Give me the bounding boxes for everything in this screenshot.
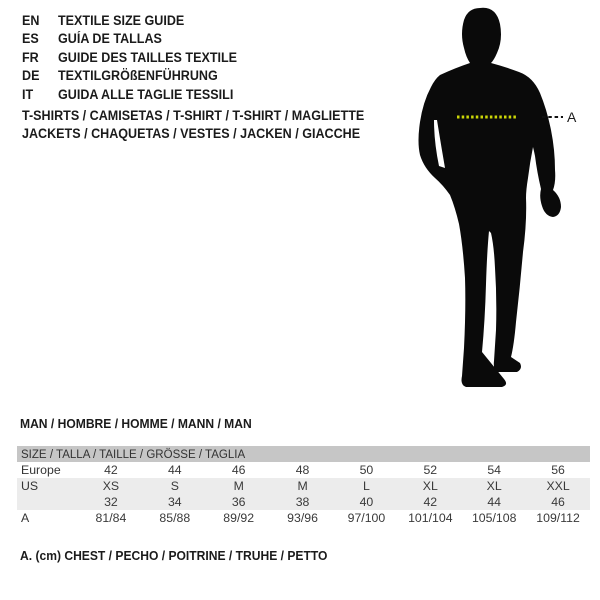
category-line-tshirts: T-SHIRTS / CAMISETAS / T-SHIRT / T-SHIRT / MAGLIETTE — [22, 108, 365, 123]
table-cell: 44 — [167, 463, 182, 477]
language-row-fr — [22, 49, 251, 67]
language-row-es — [22, 30, 251, 48]
table-cell: 105/108 — [471, 511, 517, 525]
table-row-us — [17, 478, 590, 494]
size-table-header — [17, 446, 590, 462]
language-code: IT — [22, 86, 34, 102]
table-cell: 54 — [487, 463, 502, 477]
table-cell: 101/104 — [408, 511, 453, 525]
language-list — [22, 12, 251, 104]
table-cell: M — [297, 479, 308, 493]
category-heading — [22, 107, 390, 142]
table-row-3 — [17, 494, 590, 510]
language-label: TEXTILGRÖßENFÜHRUNG — [58, 68, 218, 84]
table-cell: S — [170, 479, 179, 493]
row-label — [17, 494, 79, 510]
language-code: DE — [22, 68, 40, 84]
row-label: Europe — [21, 463, 61, 477]
table-cell: 93/96 — [287, 511, 318, 525]
table-cell: XXL — [546, 479, 570, 493]
table-row-europe — [17, 462, 590, 478]
table-cell: XL — [422, 479, 438, 493]
man-body-path — [419, 8, 562, 387]
table-cell: 42 — [104, 463, 118, 477]
table-cell: 89/92 — [223, 511, 255, 525]
language-label: GUIDE DES TAILLES TEXTILE — [58, 49, 238, 65]
table-cell: 36 — [231, 495, 246, 509]
language-row-it — [22, 86, 251, 104]
language-label: GUIDA ALLE TAGLIE TESSILI — [58, 86, 234, 102]
table-cell: XS — [102, 479, 120, 493]
category-line-jackets: JACKETS / CHAQUETAS / VESTES / JACKEN / GIACCHE — [22, 125, 361, 141]
table-cell: M — [233, 479, 244, 493]
table-cell: 97/100 — [347, 511, 386, 525]
measurement-footnote-text: A. (cm) CHEST / PECHO / POITRINE / TRUHE / PETTO — [20, 548, 328, 563]
table-cell: 48 — [295, 463, 310, 477]
measure-label-a: A — [567, 109, 577, 125]
man-silhouette — [410, 0, 600, 400]
language-row-de — [22, 67, 251, 85]
table-row-chest-a — [17, 510, 590, 526]
table-cell: 42 — [423, 495, 438, 509]
row-label: US — [21, 479, 39, 493]
man-figure — [410, 0, 600, 400]
table-cell: 109/112 — [536, 511, 580, 525]
language-code: ES — [22, 31, 39, 47]
language-row-en — [22, 12, 251, 30]
table-cell: L — [363, 479, 370, 493]
table-cell: 52 — [423, 463, 438, 477]
table-cell: 38 — [295, 495, 310, 509]
table-cell: 56 — [551, 463, 565, 477]
language-label: TEXTILE SIZE GUIDE — [58, 13, 185, 28]
table-cell: 46 — [551, 495, 565, 509]
section-title-man — [20, 416, 269, 431]
measurement-footnote — [20, 548, 351, 563]
language-code: FR — [22, 49, 39, 65]
table-cell: 34 — [167, 495, 182, 509]
table-cell: 40 — [359, 495, 374, 509]
table-cell: 44 — [487, 495, 502, 509]
language-code: EN — [22, 13, 40, 28]
table-cell: 85/88 — [159, 511, 191, 525]
size-table — [17, 446, 590, 526]
size-table-header-text: SIZE / TALLA / TAILLE / GRÖSSE / TAGLIA — [21, 447, 246, 461]
row-label: A — [21, 511, 30, 525]
table-cell: 32 — [104, 495, 118, 509]
table-cell: XL — [486, 479, 502, 493]
section-title-text: MAN / HOMBRE / HOMME / MANN / MAN — [20, 416, 252, 431]
table-cell: 46 — [231, 463, 246, 477]
language-label: GUÍA DE TALLAS — [58, 31, 162, 47]
table-cell: 50 — [359, 463, 374, 477]
table-cell: 81/84 — [95, 511, 127, 525]
